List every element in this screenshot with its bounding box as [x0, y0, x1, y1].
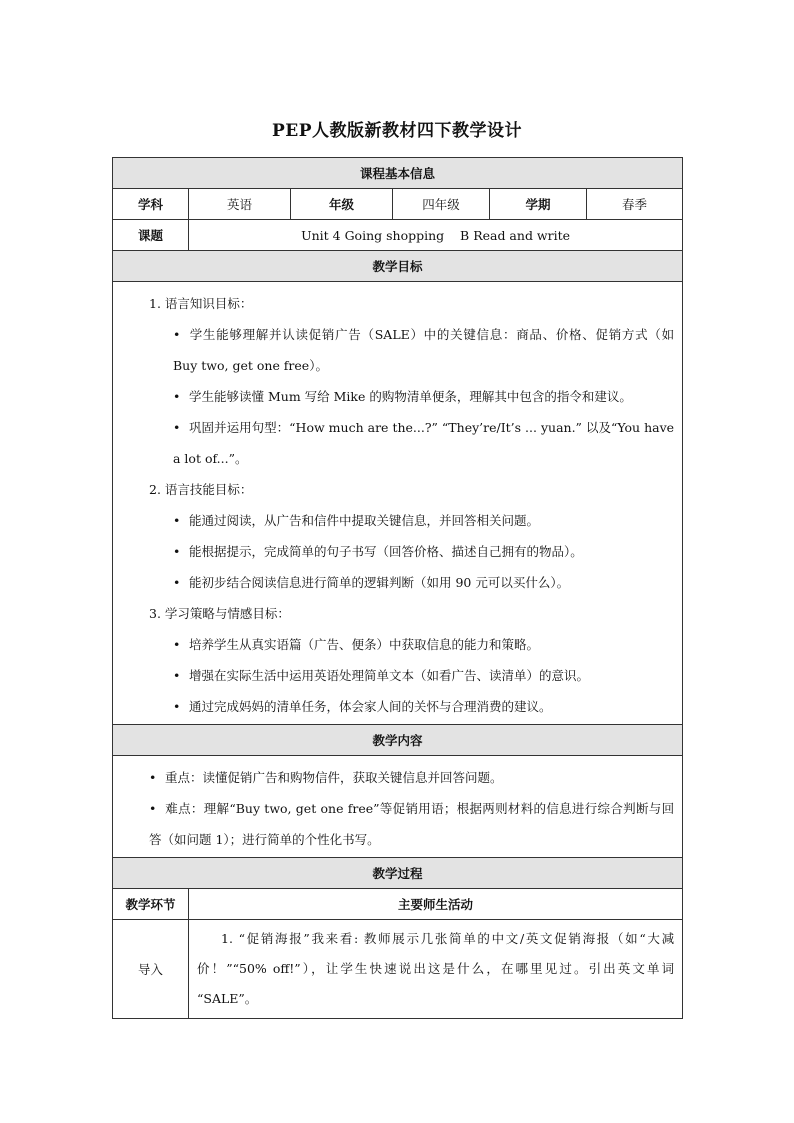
- subject-value: 英语: [189, 189, 291, 220]
- bullet-icon: •: [173, 637, 181, 652]
- bullet-icon: •: [149, 770, 157, 785]
- term-label: 学期: [490, 189, 587, 220]
- objective-section-title: 2. 语言技能目标：: [149, 482, 253, 497]
- objective-item: • 增强在实际生活中运用英语处理简单文本（如看广告、读清单）的意识。: [121, 660, 674, 691]
- subject-label: 学科: [113, 189, 189, 220]
- document-title: PEP人教版新教材四下教学设计: [271, 121, 523, 141]
- objective-item: • 学生能够理解并认读促销广告（SALE）中的关键信息：商品、价格、促销方式（如 Buy two, get one free）。: [121, 319, 674, 381]
- topic-value: Unit 4 Going shopping B Read and write: [189, 220, 683, 251]
- activity-column-header: 主要师生活动: [189, 889, 683, 920]
- bullet-icon: •: [173, 699, 181, 714]
- content-body: [113, 756, 683, 858]
- term-value: 春季: [587, 189, 683, 220]
- difficulty-point: • 难点：理解“Buy two, get one free”等促销用语；根据两则材料的信息进行综合判断与回答（如问题 1）；进行简单的个性化书写。: [121, 793, 674, 855]
- objective-item: • 能通过阅读，从广告和信件中提取关键信息，并回答相关问题。: [121, 505, 674, 536]
- stage-cell: 导入: [113, 920, 189, 1019]
- grade-label: 年级: [291, 189, 393, 220]
- objectives-header: 教学目标: [113, 251, 683, 282]
- key-point: • 重点：读懂促销广告和购物信件，获取关键信息并回答问题。: [121, 762, 674, 793]
- basic-info-header: 课程基本信息: [113, 158, 683, 189]
- lesson-plan-table: [112, 157, 683, 1019]
- objective-section-title: 3. 学习策略与情感目标：: [149, 606, 290, 621]
- bullet-icon: •: [173, 513, 181, 528]
- content-header: 教学内容: [113, 725, 683, 756]
- objective-item: • 学生能够读懂 Mum 写给 Mike 的购物清单便条，理解其中包含的指令和建议。: [121, 381, 674, 412]
- bullet-icon: •: [173, 327, 181, 342]
- bullet-icon: •: [173, 389, 181, 404]
- objective-item: • 巩固并运用句型：“How much are the...?” “They’re/It’s ... yuan.” 以及“You have a lot of...”。: [121, 412, 674, 474]
- objective-item: • 通过完成妈妈的清单任务，体会家人间的关怀与合理消费的建议。: [121, 691, 674, 722]
- activity-text: 1. “促销海报”我来看: 教师展示几张简单的中文/英文促销海报（如“大减价！”“50% off!”），让学生快速说出这是什么，在哪里见过。引出英文单词 “SALE”。: [197, 931, 675, 1006]
- bullet-icon: •: [173, 420, 181, 435]
- bullet-icon: •: [173, 544, 181, 559]
- bullet-icon: •: [173, 668, 181, 683]
- objective-section-title: 1. 语言知识目标：: [149, 296, 253, 311]
- process-header: 教学过程: [113, 858, 683, 889]
- bullet-icon: •: [149, 801, 157, 816]
- grade-value: 四年级: [393, 189, 490, 220]
- objectives-body: [113, 282, 683, 725]
- activity-cell: [189, 920, 683, 1019]
- topic-label: 课题: [113, 220, 189, 251]
- objective-item: • 能初步结合阅读信息进行简单的逻辑判断（如用 90 元可以买什么）。: [121, 567, 674, 598]
- objective-item: • 能根据提示，完成简单的句子书写（回答价格、描述自己拥有的物品）。: [121, 536, 674, 567]
- objective-item: • 培养学生从真实语篇（广告、便条）中获取信息的能力和策略。: [121, 629, 674, 660]
- stage-column-header: 教学环节: [113, 889, 189, 920]
- bullet-icon: •: [173, 575, 181, 590]
